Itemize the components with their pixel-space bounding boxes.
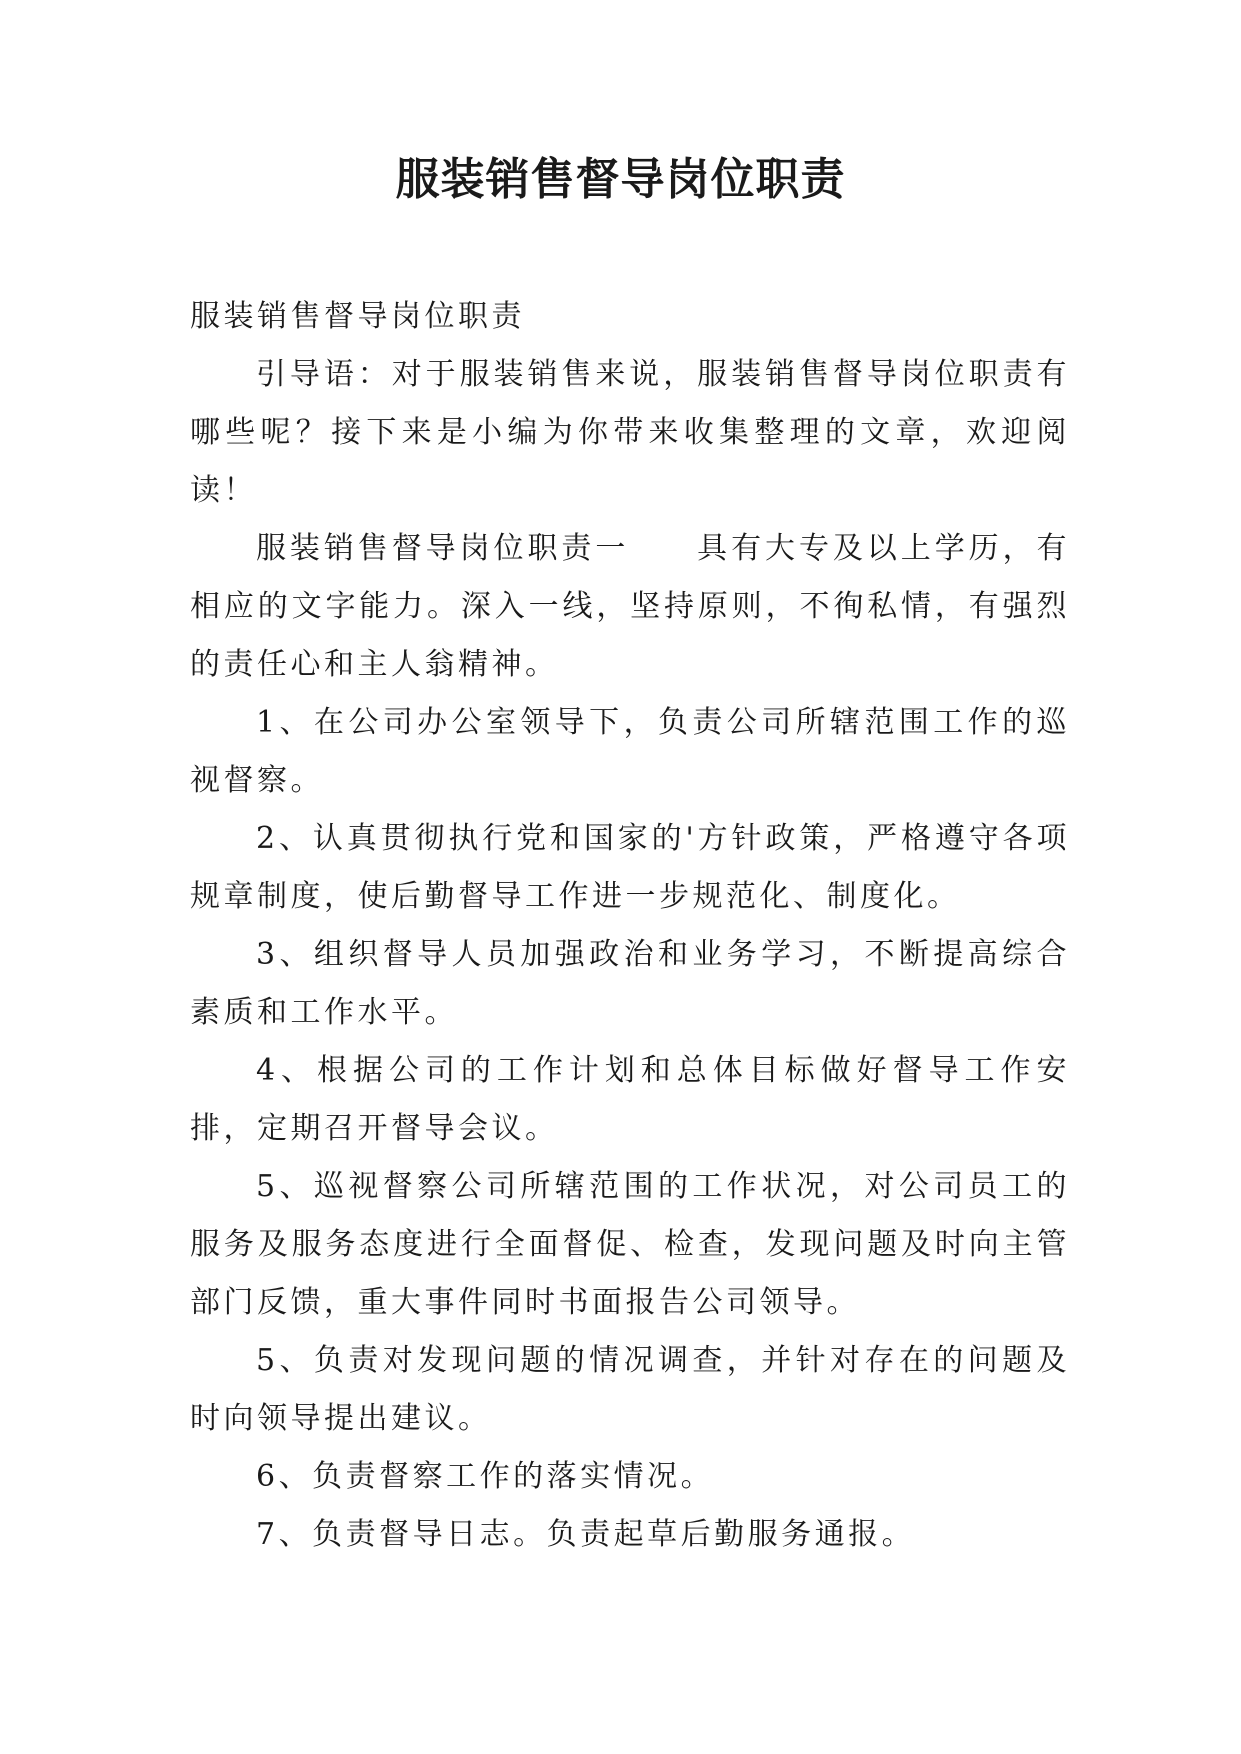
duty-item-7: 7、负责督导日志。负责起草后勤服务通报。	[256, 1517, 916, 1552]
duty-item-5a: 5、巡视督察公司所辖范围的工作状况，对公司员工的服务及服务态度进行全面督促、检查，发现问题及时向主管部门反馈，重大事件同时书面报告公司领导。	[190, 1169, 1070, 1320]
intro-paragraph: 引导语：对于服装销售来说，服装销售督导岗位职责有哪些呢？接下来是小编为你带来收集整理的文章，欢迎阅读！	[190, 357, 1070, 508]
duty-item-1: 1、在公司办公室领导下，负责公司所辖范围工作的巡视督察。	[190, 705, 1070, 798]
duty-item-4: 4、根据公司的工作计划和总体目标做好督导工作安排，定期召开督导会议。	[190, 1053, 1070, 1146]
document-title: 服装销售督导岗位职责	[395, 154, 846, 205]
duty-item-6: 6、负责督察工作的落实情况。	[256, 1459, 715, 1494]
body-heading: 服装销售督导岗位职责	[190, 299, 525, 334]
duty-item-3: 3、组织督导人员加强政治和业务学习，不断提高综合素质和工作水平。	[190, 937, 1070, 1030]
duty-item-2: 2、认真贯彻执行党和国家的'方针政策，严格遵守各项规章制度，使后勤督导工作进一步规范化、制度化。	[190, 821, 1070, 914]
duty-item-5b: 5、负责对发现问题的情况调查，并针对存在的问题及时向领导提出建议。	[190, 1343, 1070, 1436]
section-one-paragraph: 服装销售督导岗位职责一 具有大专及以上学历，有相应的文字能力。深入一线，坚持原则，不徇私情，有强烈的责任心和主人翁精神。	[190, 531, 1070, 682]
document-body	[190, 288, 1070, 1564]
